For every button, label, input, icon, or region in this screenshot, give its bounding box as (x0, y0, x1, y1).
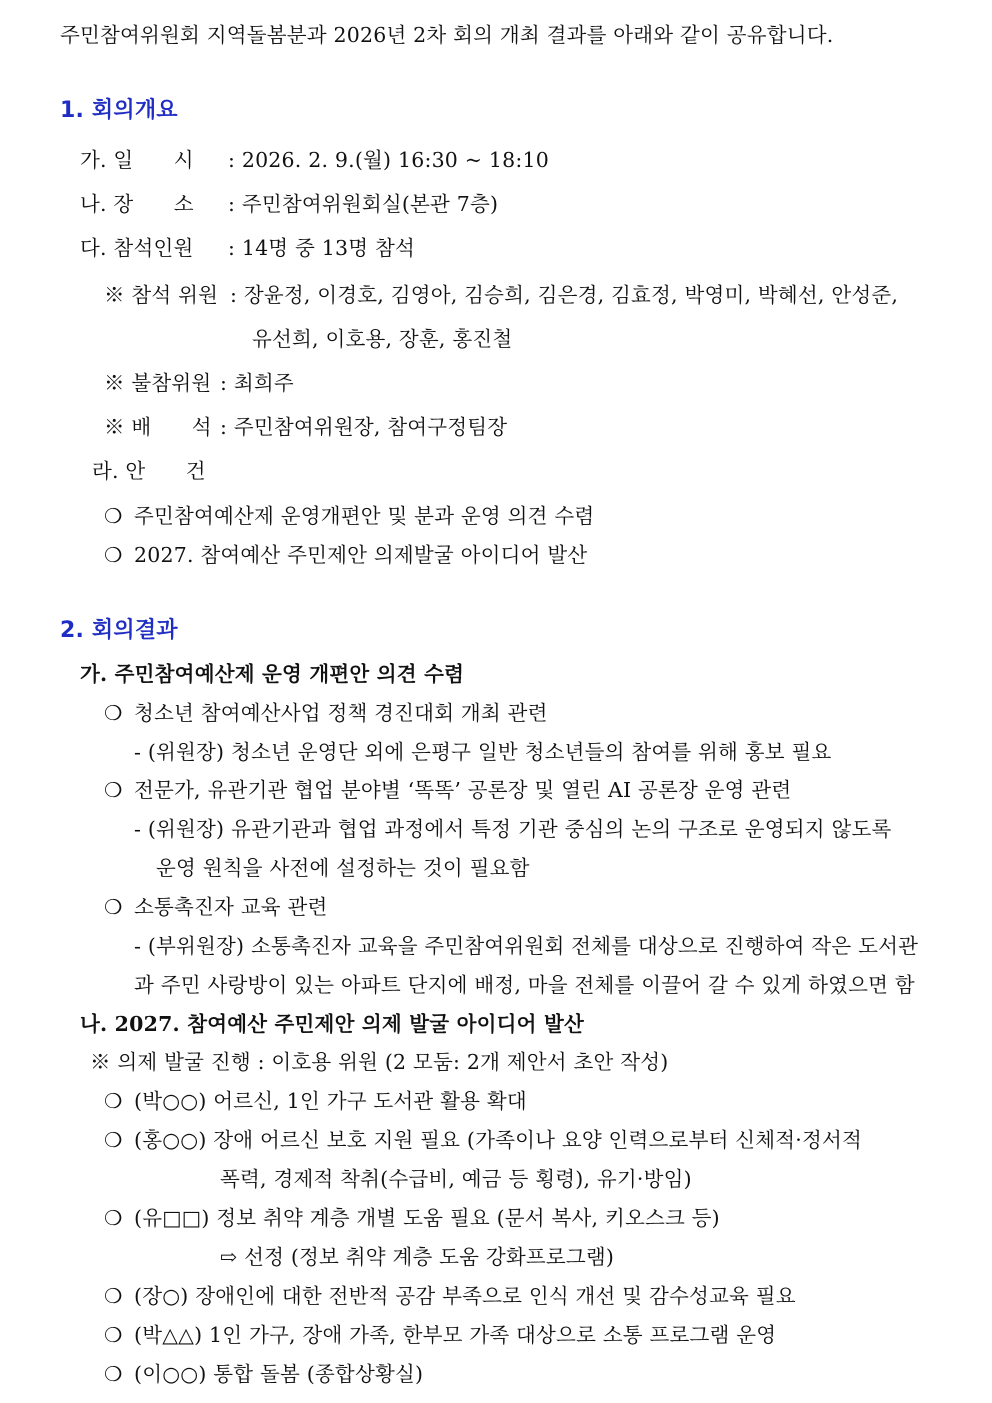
bullet-icon: ❍ (104, 895, 123, 919)
bullet-icon: ❍ (104, 1284, 123, 1308)
agenda-item-text: 2027. 참여예산 주민제안 의제발굴 아이디어 발산 (134, 543, 588, 567)
idea-item (104, 1088, 527, 1114)
idea-text-cont: 폭력, 경제적 착취(수급비, 예금 등 횡령), 유기·방임) (220, 1167, 692, 1191)
partA-item (104, 777, 791, 803)
meeting-place-label: 나. 장 소 (80, 192, 194, 216)
partA-item-text: 소통촉진자 교육 관련 (134, 895, 328, 919)
bullet-icon: ❍ (104, 1206, 123, 1230)
bullet-icon: ❍ (104, 543, 123, 567)
attendees-names-1: : 장윤정, 이경호, 김영아, 김승희, 김은경, 김효정, 박영미, 박혜선, 안성준, (230, 283, 899, 307)
bullet-icon: ❍ (104, 701, 123, 725)
bullet-icon: ❍ (104, 778, 123, 802)
idea-text: (홍○○) 장애 어르신 보호 지원 필요 (가족이나 요양 인력으로부터 신체적·정서적 (134, 1128, 863, 1152)
idea-text: (박△△) 1인 가구, 장애 가족, 한부모 가족 대상으로 소통 프로그램 운영 (134, 1323, 777, 1347)
bullet-icon: ❍ (104, 504, 123, 528)
section1-title: 1. 회의개요 (60, 98, 178, 123)
meeting-place (80, 191, 498, 217)
absent-members (104, 370, 294, 396)
observers-value: : 주민참여위원장, 참여구정팀장 (220, 415, 508, 439)
partA-item-sub: - (위원장) 유관기관과 협업 과정에서 특정 기관 중심의 논의 구조로 운영되지 않도록 (134, 817, 892, 841)
meeting-date-label: 가. 일 시 (80, 148, 194, 172)
agenda-item (104, 542, 587, 568)
meeting-attendance-label: 다. 참석인원 (80, 236, 194, 260)
idea-item (104, 1361, 423, 1387)
attendees-line1 (104, 282, 898, 308)
partA-item-sub: - (위원장) 청소년 운영단 외에 은평구 일반 청소년들의 참여를 위해 홍보 필요 (134, 740, 832, 764)
idea-item (104, 1283, 796, 1309)
absent-value: : 최희주 (220, 371, 294, 395)
bullet-icon: ❍ (104, 1323, 123, 1347)
partA-item (104, 894, 327, 920)
section2-title: 2. 회의결과 (60, 618, 178, 643)
idea-selected: ⇨ 선정 (정보 취약 계층 도움 강화프로그램) (220, 1245, 615, 1269)
bullet-icon: ❍ (104, 1362, 123, 1386)
intro-text: 주민참여위원회 지역돌봄분과 2026년 2차 회의 개최 결과를 아래와 같이 공유합니다. (60, 23, 834, 47)
partA-item-text: 전문가, 유관기관 협업 분야별 ‘똑똑’ 공론장 및 열린 AI 공론장 운영 관련 (134, 778, 792, 802)
partA-item-sub: - (부위원장) 소통촉진자 교육을 주민참여위원회 전체를 대상으로 진행하여 작은 도서관 (134, 934, 919, 958)
idea-item (104, 1127, 862, 1153)
partA-title: 가. 주민참여예산제 운영 개편안 의견 수렴 (80, 662, 465, 686)
attendees-label: ※ 참석 위원 (104, 283, 219, 307)
idea-item (104, 1205, 720, 1231)
meeting-place-value: : 주민참여위원회실(본관 7층) (228, 192, 499, 216)
bullet-icon: ❍ (104, 1128, 123, 1152)
idea-item (104, 1322, 776, 1348)
meeting-attendance-value: : 14명 중 13명 참석 (228, 236, 415, 260)
absent-label: ※ 불참위원 (104, 371, 212, 395)
observers (104, 414, 507, 440)
partA-item-sub-cont: 과 주민 사랑방이 있는 아파트 단지에 배정, 마을 전체를 이끌어 갈 수 있게 하였으면 함 (134, 973, 915, 997)
idea-text: (유□□) 정보 취약 계층 개별 도움 필요 (문서 복사, 키오스크 등) (134, 1206, 720, 1230)
observers-label: ※ 배 석 (104, 415, 212, 439)
partA-item (104, 700, 548, 726)
idea-text: (이○○) 통합 돌봄 (종합상황실) (134, 1362, 424, 1386)
partB-title: 나. 2027. 참여예산 주민제안 의제 발굴 아이디어 발산 (80, 1012, 584, 1036)
agenda-item-text: 주민참여예산제 운영개편안 및 분과 운영 의견 수렴 (134, 504, 595, 528)
bullet-icon: ❍ (104, 1089, 123, 1113)
meeting-date-value: : 2026. 2. 9.(월) 16:30 ~ 18:10 (228, 148, 549, 172)
idea-text: (박○○) 어르신, 1인 가구 도서관 활용 확대 (134, 1089, 527, 1113)
agenda-label: 라. 안 건 (92, 459, 206, 483)
idea-text: (장○) 장애인에 대한 전반적 공감 부족으로 인식 개선 및 감수성교육 필요 (134, 1284, 796, 1308)
partA-item-text: 청소년 참여예산사업 정책 경진대회 개최 관련 (134, 701, 548, 725)
partA-item-sub-cont: 운영 원칙을 사전에 설정하는 것이 필요함 (156, 856, 530, 880)
meeting-date (80, 147, 549, 173)
agenda-item (104, 503, 594, 529)
attendees-names-2: 유선희, 이호용, 장훈, 홍진철 (252, 327, 513, 351)
partB-note: ※ 의제 발굴 진행 : 이호용 위원 (2 모둠: 2개 제안서 초안 작성) (90, 1050, 669, 1074)
meeting-attendance (80, 235, 415, 261)
